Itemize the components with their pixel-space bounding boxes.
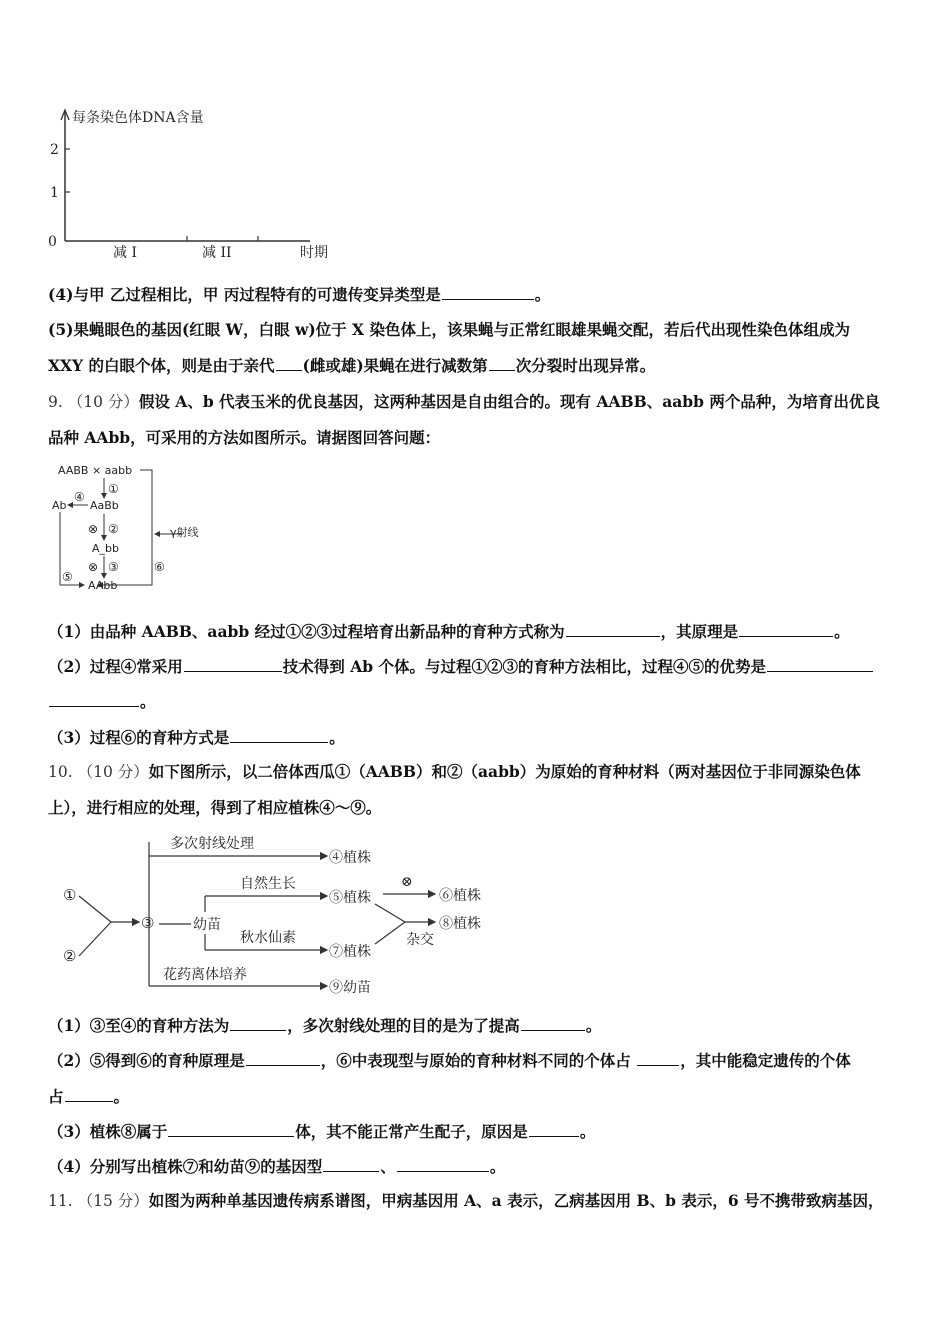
q9-mid: A_bb bbox=[92, 542, 119, 555]
q10-stem-line1: 10. （10 分）如下图所示，以二倍体西瓜①（AABB）和②（aabb）为原始的育种材料（两对基因位于非同源染色体 bbox=[48, 762, 861, 781]
q10-sub4-blank-1[interactable] bbox=[323, 1157, 379, 1172]
q9-sub3-blank[interactable] bbox=[230, 728, 328, 743]
q10-sub2-blank-3[interactable] bbox=[65, 1087, 113, 1102]
q9-line-6 bbox=[98, 470, 152, 585]
q10-stem-line2: 上），进行相应的处理，得到了相应植株④～⑨。 bbox=[48, 798, 382, 817]
q10-sub3: （3）植株⑧属于 体，其不能正常产生配子，原因是 。 bbox=[48, 1122, 596, 1141]
q8-p5-blank-1[interactable] bbox=[276, 356, 302, 371]
q10-n3: ③ bbox=[141, 914, 155, 932]
q10-p9: ⑨幼苗 bbox=[329, 980, 371, 996]
q10-sub1: （1）③至④的育种方法为 ，多次射线处理的目的是为了提高 。 bbox=[48, 1016, 602, 1035]
q9-f1: AaBb bbox=[90, 499, 119, 512]
q10-sub2-blank-1[interactable] bbox=[246, 1051, 320, 1066]
q8-part5-line2: XXY 的白眼个体，则是由于亲代 (雌或雄)果蝇在进行减数第 次分裂时出现异常。 bbox=[48, 356, 656, 375]
q9-number: 9. bbox=[48, 393, 63, 411]
chart-x-tick-label-2: 减 II bbox=[202, 245, 232, 261]
dna-content-chart bbox=[40, 100, 350, 270]
q10-cross-label: 杂交 bbox=[406, 932, 434, 948]
q9-self-2: ⊗ bbox=[88, 522, 99, 536]
q10-sub4-blank-2[interactable] bbox=[397, 1157, 489, 1172]
q9-sub2-cont: 。 bbox=[48, 692, 156, 712]
q10-number: 10. bbox=[48, 763, 73, 781]
q10-score: （10 分） bbox=[77, 763, 149, 781]
q10-n1: ① bbox=[63, 886, 77, 904]
q9-target: AAbb bbox=[88, 579, 118, 592]
q10-cross-line-7 bbox=[375, 922, 405, 944]
q9-step-2: ② bbox=[108, 522, 119, 536]
q11-number: 11. bbox=[48, 1192, 73, 1210]
q9-breeding-diagram bbox=[48, 460, 228, 595]
q10-n2: ② bbox=[63, 947, 77, 965]
q9-step-3: ③ bbox=[108, 560, 119, 574]
chart-y-tick-label-1: 1 bbox=[50, 185, 59, 201]
q9-sub2-blank-1[interactable] bbox=[184, 657, 282, 672]
q9-sub2-blank-2[interactable] bbox=[767, 657, 873, 672]
chart-x-label: 时期 bbox=[300, 245, 328, 261]
q9-ab: Ab bbox=[52, 499, 67, 512]
q9-sub1-blank-1[interactable] bbox=[566, 622, 660, 637]
q10-natural-label: 自然生长 bbox=[240, 876, 296, 892]
q10-line-2 bbox=[79, 922, 111, 956]
q10-sub2-blank-2[interactable] bbox=[637, 1051, 679, 1066]
q9-step-5: ⑤ bbox=[62, 570, 73, 584]
q10-sub3-blank-1[interactable] bbox=[168, 1122, 294, 1137]
q8-p5-blank-2[interactable] bbox=[489, 356, 515, 371]
q10-sub1-blank-2[interactable] bbox=[521, 1016, 585, 1031]
q10-breeding-diagram bbox=[55, 828, 515, 1006]
q10-p8: ⑧植株 bbox=[439, 916, 481, 932]
q10-anther-label: 花药离体培养 bbox=[163, 967, 247, 983]
q8-p4-blank[interactable] bbox=[442, 285, 534, 300]
q10-sub3-blank-2[interactable] bbox=[529, 1122, 579, 1137]
q9-score: （10 分） bbox=[67, 393, 139, 411]
q10-sub2-cont: 占 。 bbox=[48, 1087, 130, 1106]
q8-part5-line1: (5)果蝇眼色的基因(红眼 W，白眼 w)位于 X 染色体上，该果蝇与正常红眼雄果蝇交配，若后代出现性染色体组成为 bbox=[48, 320, 850, 339]
q10-self-symbol: ⊗ bbox=[401, 874, 413, 890]
q9-self-3: ⊗ bbox=[88, 560, 99, 574]
q9-sub2: （2）过程④常采用 技术得到 Ab 个体。与过程①②③的育种方法相比，过程④⑤的优势是 bbox=[48, 657, 874, 677]
q10-p6: ⑥植株 bbox=[439, 888, 481, 904]
q11-score: （15 分） bbox=[77, 1192, 149, 1210]
q10-p4: ④植株 bbox=[329, 850, 371, 866]
q9-ray-label: γ射线 bbox=[170, 526, 199, 539]
q9-stem-line1: 9. （10 分）假设 A、b 代表玉米的优良基因，这两种基因是自由组合的。现有 AABB、aabb 两个品种，为培育出优良 bbox=[48, 392, 880, 411]
q11-stem-line1: 11. （15 分）如图为两种单基因遗传病系谱图，甲病基因用 A、a 表示，乙病基因用 B、b 表示，6 号不携带致病基因， bbox=[48, 1191, 884, 1210]
chart-y-label: 每条染色体DNA含量 bbox=[72, 110, 204, 126]
chart-y-tick-label-0: 0 bbox=[48, 234, 57, 250]
q10-sub1-blank-1[interactable] bbox=[230, 1016, 286, 1031]
chart-y-tick-label-2: 2 bbox=[50, 142, 59, 158]
q10-sub4: （4）分别写出植株⑦和幼苗⑨的基因型 、 。 bbox=[48, 1157, 506, 1176]
q9-step-6: ⑥ bbox=[154, 560, 165, 574]
q9-step-4: ④ bbox=[74, 490, 85, 504]
q9-parents: AABB × aabb bbox=[58, 464, 133, 477]
q10-seedling: 幼苗 bbox=[193, 917, 221, 933]
q10-p7: ⑦植株 bbox=[329, 944, 371, 960]
q10-p5: ⑤植株 bbox=[329, 890, 371, 906]
q8-part4: (4)与甲 乙过程相比，甲 丙过程特有的可遗传变异类型是 。 bbox=[48, 285, 551, 304]
q10-cross-line-5 bbox=[375, 904, 405, 922]
q10-colch-label: 秋水仙素 bbox=[240, 930, 296, 946]
q10-line-1 bbox=[79, 896, 111, 922]
q9-stem-line2: 品种 AAbb，可采用的方法如图所示。请据图回答问题： bbox=[48, 428, 441, 447]
q9-sub1-blank-2[interactable] bbox=[739, 622, 833, 637]
q9-step-1: ① bbox=[108, 482, 119, 496]
q10-sub2: （2）⑤得到⑥的育种原理是 ，⑥中表现型与原始的育种材料不同的个体占 ，其中能稳定遗传的个体 bbox=[48, 1051, 851, 1070]
q9-sub1: （1）由品种 AABB、aabb 经过①②③过程培育出新品种的育种方式称为 ，其原理是 。 bbox=[48, 622, 850, 641]
q9-sub3: （3）过程⑥的育种方式是 。 bbox=[48, 728, 345, 747]
q10-ray-label: 多次射线处理 bbox=[170, 836, 254, 852]
chart-x-tick-label-1: 减 I bbox=[113, 245, 137, 261]
q9-sub2-blank-2-cont[interactable] bbox=[49, 692, 139, 707]
